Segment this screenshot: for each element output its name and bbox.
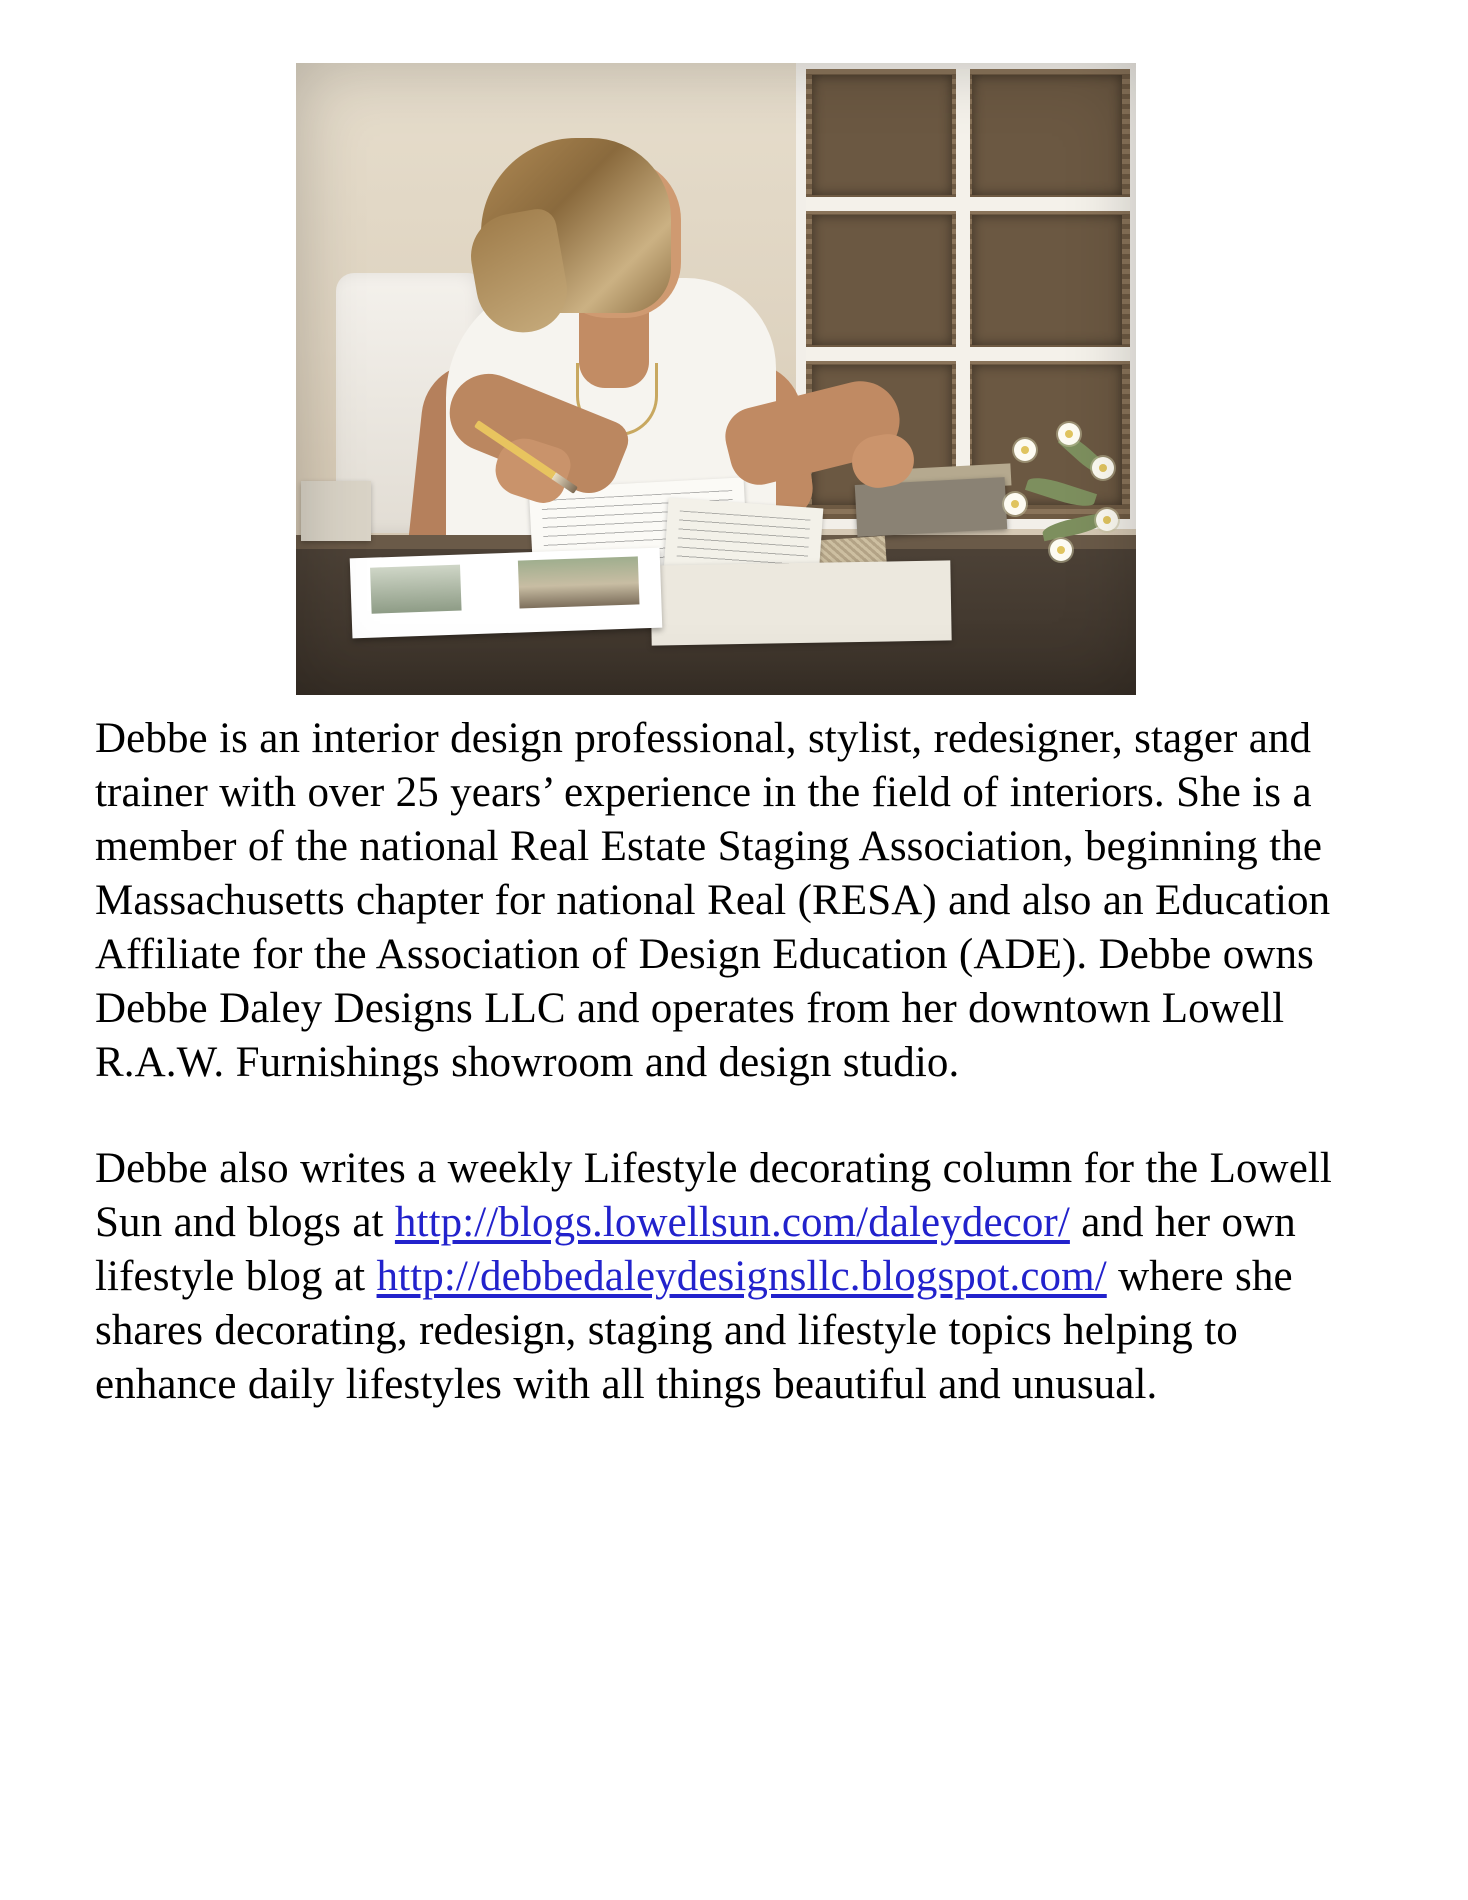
photo-window-mullion: [806, 197, 1130, 211]
photo-flower-bloom: [1014, 439, 1036, 461]
paragraph-blogs-text-1: Debbe also writes a weekly Lifestyle decorating column for the Lowell Sun and blogs at: [95, 1145, 1332, 1246]
photo-window-pane: [972, 215, 1122, 345]
paragraph-bio-text: Debbe is an interior design professional, stylist, redesigner, stager and trainer with over 25 years’ experience in the field of interiors. She is a member of the national Real Estate Staging Association, beginning the Massachusetts chapter for national Real (RESA) and also an Education Affiliate for the Association of Design Education (ADE). Debbe owns Debbe Daley Designs LLC and operates from her downtown Lowell R.A.W. Furnishings showroom and design studio.: [95, 715, 1331, 1086]
photo-book-image: [370, 565, 462, 614]
photo-plan-lines: [676, 510, 810, 567]
bio-text: [95, 712, 1385, 1412]
paragraph-blogs-text-2: and her own lifestyle blog at: [95, 1199, 1296, 1300]
photo-open-book: [350, 548, 663, 639]
photo-flower-bloom: [1092, 457, 1114, 479]
paragraph-bio: [95, 712, 1385, 1090]
photo-flowers: [996, 423, 1136, 573]
photo-window-mullion: [806, 347, 1130, 361]
paragraph-blogs-text-3: where she shares decorating, redesign, staging and lifestyle topics helping to enhance daily lifestyles with all things beautiful and unusual.: [95, 1253, 1293, 1408]
photo-window-mullion: [956, 69, 970, 519]
photo-flower-bloom: [1004, 493, 1026, 515]
photo-desk-box: [301, 481, 371, 541]
bio-photo: [296, 63, 1136, 695]
photo-flower-bloom: [1050, 539, 1072, 561]
paragraph-blogs: [95, 1142, 1385, 1412]
photo-flower-leaf: [1025, 473, 1097, 512]
link-debbedaleydesigns-blog[interactable]: http://debbedaleydesignsllc.blogspot.com/: [376, 1253, 1107, 1300]
photo-window-pane: [812, 215, 952, 345]
photo-flower-bloom: [1058, 423, 1080, 445]
photo-window-pane: [972, 75, 1122, 195]
photo-book-image: [518, 556, 640, 608]
photo-window-pane: [812, 75, 952, 195]
link-lowellsun-blog[interactable]: http://blogs.lowellsun.com/daleydecor/: [394, 1199, 1070, 1246]
photo-flower-bloom: [1096, 509, 1118, 531]
photo-canvas: [296, 63, 1136, 695]
photo-paper-sheet: [650, 560, 951, 645]
